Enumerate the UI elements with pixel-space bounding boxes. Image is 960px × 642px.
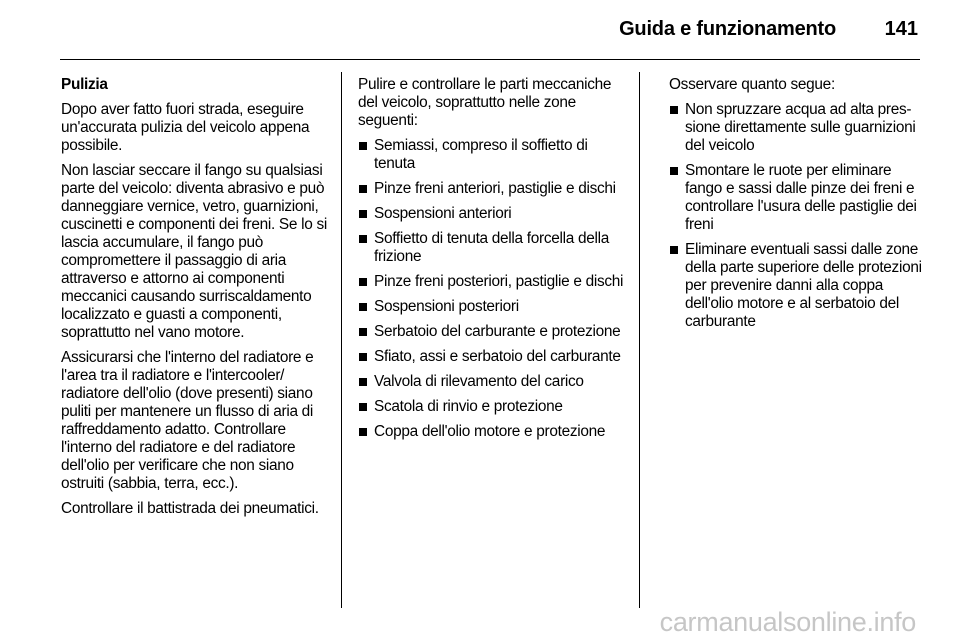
bullet-square-icon <box>359 328 367 336</box>
list-item: Sospensioni anteriori <box>358 205 628 223</box>
paragraph: Controllare il battistrada dei pneumatici. <box>61 500 319 517</box>
bullet-square-icon <box>670 167 678 175</box>
column-divider-2 <box>639 72 640 608</box>
paragraph: Assicurarsi che l'interno del radiatore e l'area tra il radiatore e l'intercooler/ radiatore dell'olio (dove presenti) siano puliti per mantenere un flusso di aria di raffreddamento adatto. Controllare l'interno del radiatore e del radiatore dell'olio per verificare che non siano ostruiti (sabbia, terra, ecc.). <box>61 349 314 492</box>
parts-list <box>358 137 628 441</box>
bullet-square-icon <box>359 303 367 311</box>
list-item: Pinze freni anteriori, pastiglie e dischi <box>358 180 628 198</box>
bullet-square-icon <box>670 106 678 114</box>
list-item: Non spruzzare acqua ad alta pressione direttamente sulle guarnizioni del veicolo <box>669 101 925 155</box>
list-item: Pinze freni posteriori, pastiglie e dischi <box>358 273 628 291</box>
list-item: Serbatoio del carburante e protezione <box>358 323 628 341</box>
page-header <box>60 14 918 54</box>
column-observations <box>669 76 925 338</box>
list-item: Semiassi, compreso il soffietto di tenuta <box>358 137 628 173</box>
intro-text: Pulire e controllare le parti meccaniche del veicolo, soprattutto nelle zone seguenti: <box>358 76 612 129</box>
header-rule <box>60 59 920 60</box>
bullet-square-icon <box>359 353 367 361</box>
list-item: Scatola di rinvio e protezione <box>358 398 628 416</box>
bullet-square-icon <box>359 210 367 218</box>
bullet-square-icon <box>359 378 367 386</box>
bullet-square-icon <box>359 142 367 150</box>
column-divider-1 <box>341 72 342 608</box>
column-mechanical-parts <box>358 76 628 448</box>
bullet-square-icon <box>670 246 678 254</box>
paragraph: Dopo aver fatto fuori strada, eseguire un'accurata pulizia del veicolo appena possibile. <box>61 101 310 154</box>
list-item: Sospensioni posteriori <box>358 298 628 316</box>
list-item: Sfiato, assi e serbatoio del carburante <box>358 348 628 366</box>
paragraph: Non lasciar seccare il fango su qualsiasi parte del veicolo: diventa abrasivo e può danneggiare vernice, vetro, guarnizioni, cuscinetti e componenti dei freni. Se lo si lascia accumulare, il fango può compromettere il passaggio di aria attraverso e attorno ai componenti meccanici causando surriscaldamento localizzato e guasti a componenti, soprattutto nel vano motore. <box>61 162 327 341</box>
page-number: 141 <box>884 18 918 40</box>
observations-list <box>669 101 925 331</box>
watermark: carmanualsonline.info <box>659 607 916 637</box>
list-item: Smontare le ruote per eliminare fango e sassi dalle pinze dei freni e controllare l'usura delle pastiglie dei freni <box>669 162 925 234</box>
bullet-square-icon <box>359 403 367 411</box>
bullet-square-icon <box>359 185 367 193</box>
list-item: Soffietto di tenuta della forcella della frizione <box>358 230 628 266</box>
bullet-square-icon <box>359 278 367 286</box>
column-cleaning <box>61 76 327 525</box>
bullet-square-icon <box>359 235 367 243</box>
section-heading: Pulizia <box>61 76 108 93</box>
list-item: Coppa dell'olio motore e protezione <box>358 423 628 441</box>
bullet-square-icon <box>359 428 367 436</box>
list-item: Eliminare eventuali sassi dalle zone della parte superiore delle protezioni per prevenire danni alla coppa dell'olio motore e al serbatoio del carburante <box>669 241 925 331</box>
list-item: Valvola di rilevamento del carico <box>358 373 628 391</box>
intro-text: Osservare quanto segue: <box>669 76 835 93</box>
chapter-title: Guida e funzionamento <box>619 18 836 40</box>
